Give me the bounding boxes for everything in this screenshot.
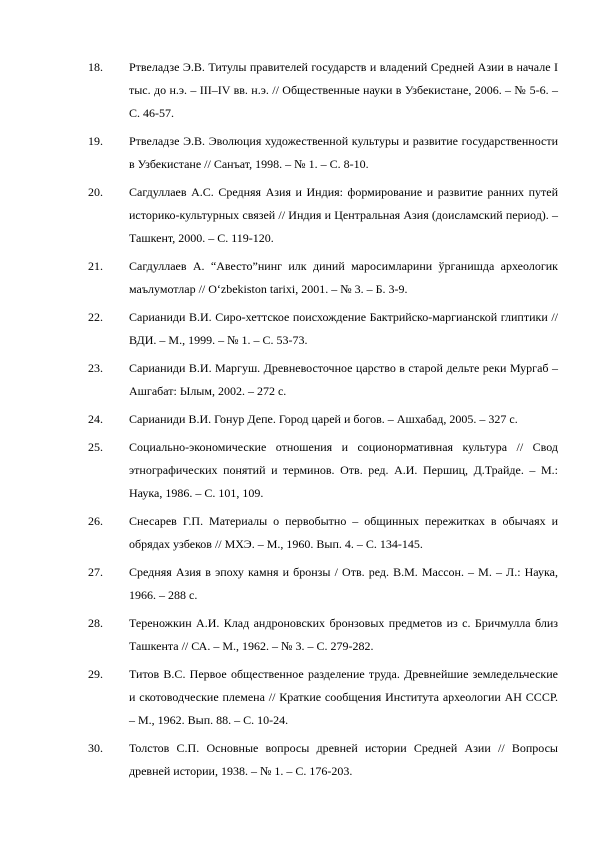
reference-number: 30.	[88, 741, 103, 755]
reference-text: Социально-экономические отношения и соционормативная культура // Свод этнографических понятий и терминов. Отв. ред. А.И. Першиц, Д.Трайде. – М.: Наука, 1986. – С. 101, 109.	[129, 440, 558, 500]
reference-number: 20.	[88, 185, 103, 199]
reference-text: Сарианиди В.И. Гонур Депе. Город царей и богов. – Ашхабад, 2005. – 327 с.	[129, 412, 518, 426]
reference-text: Толстов С.П. Основные вопросы древней истории Средней Азии // Вопросы древней истории, 1938. – № 1. – С. 176-203.	[129, 741, 558, 778]
reference-item	[88, 181, 558, 250]
reference-text: Ртвеладзе Э.В. Титулы правителей государств и владений Средней Азии в начале I тыс. до н.э. – III–IV вв. н.э. // Общественные науки в Узбекистане, 2006. – № 5-6. – С. 46-57.	[129, 60, 558, 120]
reference-item	[88, 612, 558, 658]
reference-item	[88, 130, 558, 176]
reference-number: 18.	[88, 60, 103, 74]
reference-item	[88, 436, 558, 505]
reference-item	[88, 306, 558, 352]
reference-text: Ртвеладзе Э.В. Эволюция художественной культуры и развитие государственности в Узбекистане // Санъат, 1998. – № 1. – С. 8-10.	[129, 134, 558, 171]
reference-text: Тереножкин А.И. Клад андроновских бронзовых предметов из с. Бричмулла близ Ташкента // СА. – М., 1962. – № 3. – С. 279-282.	[129, 616, 558, 653]
reference-item	[88, 663, 558, 732]
reference-number: 27.	[88, 565, 103, 579]
reference-text: Сарианиди В.И. Маргуш. Древневосточное царство в старой дельте реки Мургаб – Ашгабат: Ылым, 2002. – 272 с.	[129, 361, 558, 398]
reference-text: Снесарев Г.П. Материалы о первобытно – общинных пережитках в обычаях и обрядах узбеков // МХЭ. – М., 1960. Вып. 4. – С. 134-145.	[129, 514, 558, 551]
reference-text: Титов В.С. Первое общественное разделение труда. Древнейшие земледельческие и скотоводческие племена // Краткие сообщения Института археологии АН СССР. – М., 1962. Вып. 88. – С. 10-24.	[129, 667, 558, 727]
reference-number: 24.	[88, 412, 103, 426]
reference-item	[88, 510, 558, 556]
reference-item	[88, 56, 558, 125]
reference-item	[88, 737, 558, 783]
reference-number: 22.	[88, 310, 103, 324]
reference-number: 21.	[88, 259, 103, 273]
reference-number: 28.	[88, 616, 103, 630]
reference-item	[88, 357, 558, 403]
reference-item	[88, 408, 558, 431]
reference-number: 25.	[88, 440, 103, 454]
reference-number: 26.	[88, 514, 103, 528]
reference-item	[88, 561, 558, 607]
reference-text: Сагдуллаев А.С. Средняя Азия и Индия: формирование и развитие ранних путей историко-культурных связей // Индия и Центральная Азия (доисламский период). – Ташкент, 2000. – С. 119-120.	[129, 185, 558, 245]
reference-list	[88, 56, 558, 788]
reference-item	[88, 255, 558, 301]
reference-number: 19.	[88, 134, 103, 148]
reference-number: 23.	[88, 361, 103, 375]
reference-text: Средняя Азия в эпоху камня и бронзы / Отв. ред. В.М. Массон. – М. – Л.: Наука, 1966. – 288 с.	[129, 565, 558, 602]
reference-text: Сагдуллаев А. “Авесто”нинг илк диний маросимларини ўрганишда археологик маълумотлар // O‘zbekiston tarixi, 2001. – № 3. – Б. 3-9.	[129, 259, 558, 296]
reference-text: Сарианиди В.И. Сиро-хеттское поисхождение Бактрийско-маргианской глиптики // ВДИ. – М., 1999. – № 1. – С. 53-73.	[129, 310, 558, 347]
reference-number: 29.	[88, 667, 103, 681]
